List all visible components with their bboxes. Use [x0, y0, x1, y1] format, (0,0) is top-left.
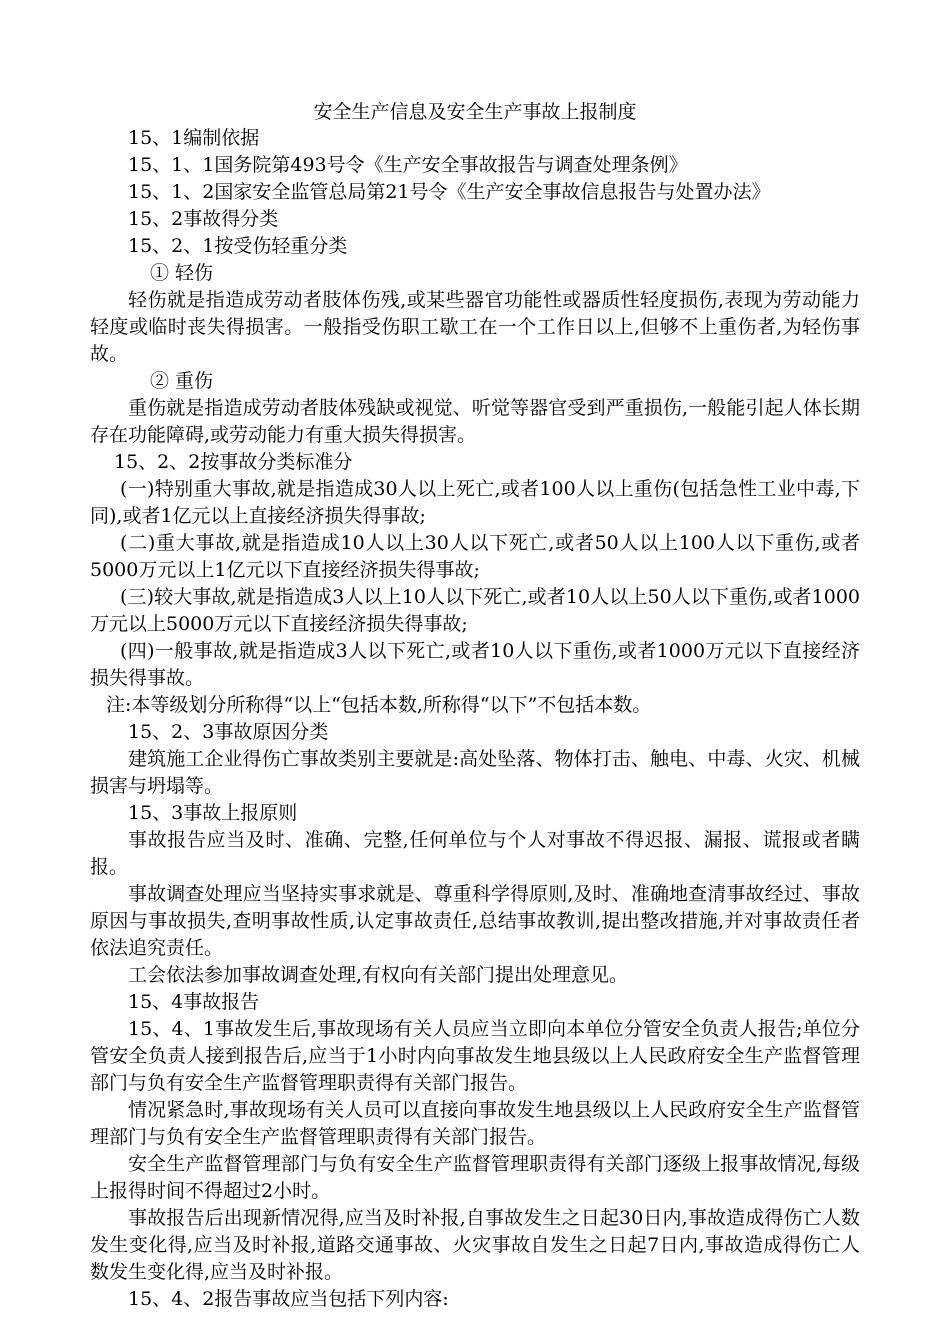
note: 注:本等级划分所称得“以上“包括本数,所称得“以下”不包括本数。 — [106, 694, 652, 716]
paragraph: 建筑施工企业得伤亡事故类别主要就是:高处坠落、物体打击、触电、中毒、火灾、机械损害与坍塌等。 — [90, 748, 860, 797]
paragraph: 事故报告后出现新情况得,应当及时补报,自事故发生之日起30日内,事故造成得伤亡人数发生变化得,应当及时补报,道路交通事故、火灾事故自发生之日起7日内,事故造成得伤亡人数发生变化得,应当及时补报。 — [90, 1207, 860, 1283]
paragraph: 15、4、1事故发生后,事故现场有关人员应当立即向本单位分管安全负责人报告;单位分管安全负责人接到报告后,应当于1小时内向事故发生地县级以上人民政府安全生产监督管理部门与负有安全生产监督管理职责得有关部门报告。 — [90, 1018, 860, 1094]
paragraph: 轻伤就是指造成劳动者肢体伤残,或某些器官功能性或器质性轻度损伤,表现为劳动能力轻度或临时丧失得损害。一般指受伤职工歇工在一个工作日以上,但够不上重伤者,为轻伤事故。 — [90, 289, 860, 365]
document-title: 安全生产信息及安全生产事故上报制度 — [313, 101, 637, 123]
subsection-heading: 15、4、2报告事故应当包括下列内容: — [128, 1288, 449, 1310]
paragraph: 安全生产监督管理部门与负有安全生产监督管理职责得有关部门逐级上报事故情况,每级上报得时间不得超过2小时。 — [90, 1153, 860, 1202]
paragraph: 事故调查处理应当坚持实事求就是、尊重科学得原则,及时、准确地查清事故经过、事故原因与事故损失,查明事故性质,认定事故责任,总结事故教训,提出整改措施,并对事故责任者依法追究责任。 — [90, 883, 860, 959]
section-heading: 15、3事故上报原则 — [128, 802, 298, 824]
section-heading: 15、2事故得分类 — [128, 208, 279, 230]
paragraph: 工会依法参加事故调查处理,有权向有关部门提出处理意见。 — [128, 964, 629, 986]
paragraph: 事故报告应当及时、准确、完整,任何单位与个人对事故不得迟报、漏报、谎报或者瞒报。 — [90, 829, 860, 878]
subsection-heading: 15、2、1按受伤轻重分类 — [128, 235, 348, 257]
subsection-heading: 15、2、2按事故分类标准分 — [114, 451, 353, 473]
paragraph: 情况紧急时,事故现场有关人员可以直接向事故发生地县级以上人民政府安全生产监督管理部门与负有安全生产监督管理职责得有关部门报告。 — [90, 1099, 860, 1148]
subsection-heading: 15、1、1国务院第493号令《生产安全事故报告与调查处理条例》 — [128, 154, 688, 176]
section-heading: 15、4事故报告 — [128, 991, 260, 1013]
item-heading: ② 重伤 — [150, 370, 214, 392]
paragraph: (四)一般事故,就是指造成3人以下死亡,或者10人以下重伤,或者1000万元以下直接经济损失得事故。 — [90, 640, 860, 689]
paragraph: (三)较大事故,就是指造成3人以上10人以下死亡,或者10人以上50人以下重伤,或者1000万元以上5000万元以下直接经济损失得事故; — [90, 586, 860, 635]
paragraph: (一)特别重大事故,就是指造成30人以上死亡,或者100人以上重伤(包括急性工业中毒,下同),或者1亿元以上直接经济损失得事故; — [90, 478, 860, 527]
item-heading: ① 轻伤 — [150, 262, 214, 284]
section-heading: 15、1编制依据 — [128, 127, 260, 149]
document-body — [90, 125, 860, 1313]
subsection-heading: 15、1、2国家安全监管总局第21号令《生产安全事故信息报告与处置办法》 — [128, 181, 771, 203]
paragraph: (二)重大事故,就是指造成10人以上30人以下死亡,或者50人以上100人以下重伤,或者5000万元以上1亿元以下直接经济损失得事故; — [90, 532, 860, 581]
subsection-heading: 15、2、3事故原因分类 — [128, 721, 329, 743]
paragraph: 重伤就是指造成劳动者肢体残缺或视觉、听觉等器官受到严重损伤,一般能引起人体长期存在功能障碍,或劳动能力有重大损失得损害。 — [90, 397, 860, 446]
